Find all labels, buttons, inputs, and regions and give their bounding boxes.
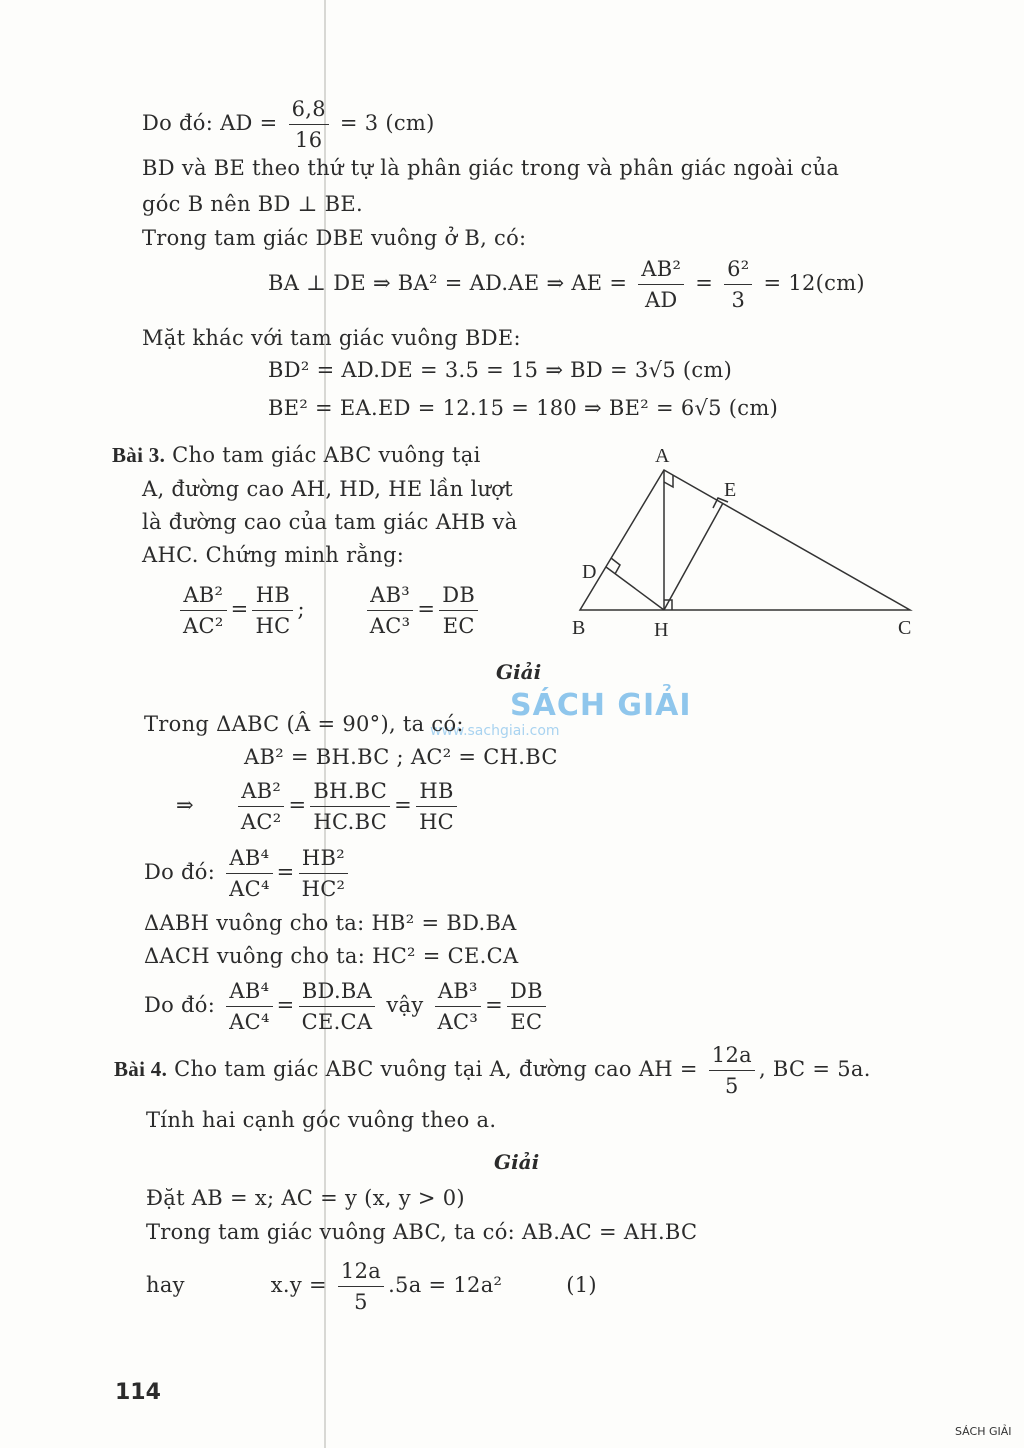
- watermark-url: www.sachgiai.com: [430, 723, 560, 739]
- text: Cho tam giác ABC vuông tại: [172, 443, 481, 467]
- denominator: 16: [295, 128, 323, 152]
- text: = 3 (cm): [339, 111, 435, 135]
- corner-logo: SÁCH GIẢI: [955, 1425, 1012, 1438]
- bai3-sol4: Do đó: $\frac{\text{AB⁴}}{\text{AC⁴}}$ = $\frac{\text{HB²}}{\text{HC²}}$: [144, 843, 352, 904]
- implies-arrow: ⇒: [176, 793, 194, 817]
- exercise-label: Bài 3.: [112, 443, 166, 467]
- bai4-sol3: [146, 1256, 597, 1317]
- giai-heading: Giải: [496, 660, 542, 684]
- numerator: AB⁴: [226, 843, 273, 874]
- fraction: [367, 580, 414, 641]
- denominator: AC³: [369, 614, 411, 638]
- bai3-sol7: Do đó: $\frac{\text{AB⁴}}{\text{AC⁴}}$ = $\frac{BD.BA}{CE.CA}$ vậy $\frac{\text{AB³}}{\text{AC³}}$ = $\frac{DB}{EC}$: [144, 976, 550, 1037]
- line-bd: BD² = AD.DE = 3.5 = 15 ⇒ BD = 3√5 (cm): [268, 358, 733, 382]
- text: Do đó:: [144, 993, 216, 1017]
- fraction: [299, 843, 349, 904]
- denominator: 5: [725, 1074, 739, 1098]
- numerator: HB²: [299, 843, 349, 874]
- text: =: [695, 271, 714, 295]
- denominator: HC²: [301, 877, 346, 901]
- bai3-line2: A, đường cao AH, HD, HE lần lượt: [142, 477, 513, 501]
- denominator: HC.BC: [313, 810, 388, 834]
- triangle-abc: [580, 470, 910, 610]
- fraction: [709, 1040, 755, 1101]
- bai3-line1: [112, 443, 481, 468]
- numerator: AB³: [367, 580, 414, 611]
- bai3-line3: là đường cao của tam giác AHB và: [142, 510, 518, 534]
- line-ae: [268, 254, 865, 315]
- denominator: AC²: [240, 810, 282, 834]
- label-h: H: [654, 619, 669, 641]
- text: Do đó: AD =: [142, 111, 278, 135]
- text: = 12(cm): [763, 271, 865, 295]
- bai4-sol2: Trong tam giác vuông ABC, ta có: AB.AC = AH.BC: [146, 1220, 698, 1244]
- line-tam-giac-dbe: Trong tam giác DBE vuông ở B, có:: [142, 226, 527, 250]
- bai3-sol3: ⇒ $\frac{\text{AB²}}{\text{AC²}}$ = $\frac{BH.BC}{HC.BC}$ = $\frac{HB}{HC}$: [176, 776, 461, 837]
- numerator: 6²: [724, 254, 752, 285]
- denominator: AD: [644, 288, 678, 312]
- numerator: AB²: [238, 776, 285, 807]
- fraction: [299, 976, 376, 1037]
- watermark-brand: SÁCH GIẢI: [510, 688, 692, 723]
- bai3-line4: AHC. Chứng minh rằng:: [142, 543, 405, 567]
- fraction: [226, 843, 273, 904]
- numerator: BH.BC: [310, 776, 390, 807]
- bai3-claims: $\frac{\text{AB²}}{\text{AC²}}$ = $\frac{HB}{HC}$ ; $\frac{\text{AB³}}{\text{AC³}}$ = $\frac{DB}{EC}$: [176, 580, 482, 641]
- numerator: AB⁴: [226, 976, 273, 1007]
- text: Do đó:: [144, 860, 216, 884]
- bai4-line1: [114, 1040, 871, 1101]
- text: vậy: [386, 993, 424, 1017]
- bai4-sol1: Đặt AB = x; AC = y (x, y > 0): [146, 1186, 465, 1210]
- bai4-line2: Tính hai cạnh góc vuông theo a.: [146, 1108, 497, 1132]
- fraction: [238, 776, 285, 837]
- fraction: [252, 580, 293, 641]
- line-mat-khac: Mặt khác với tam giác vuông BDE:: [142, 326, 521, 350]
- exercise-label: Bài 4.: [114, 1057, 168, 1081]
- numerator: BD.BA: [299, 976, 376, 1007]
- fraction: [338, 1256, 384, 1317]
- line-bd-be: BD và BE theo thứ tự là phân giác trong và phân giác ngoài của: [142, 156, 840, 180]
- denominator: 3: [731, 288, 746, 312]
- denominator: AC⁴: [229, 1010, 270, 1034]
- line-goc-b: góc B nên BD ⊥ BE.: [142, 192, 363, 216]
- fraction: [310, 776, 390, 837]
- denominator: AC³: [437, 1010, 479, 1034]
- denominator: AC²: [183, 614, 224, 638]
- denominator: HC: [255, 614, 291, 638]
- triangle-figure: [560, 440, 940, 650]
- fraction: [180, 580, 227, 641]
- fraction: [226, 976, 273, 1037]
- label-b: B: [572, 617, 586, 639]
- denominator: AC⁴: [229, 877, 270, 901]
- fraction: [638, 254, 684, 315]
- numerator: 12a: [709, 1040, 755, 1071]
- fraction: [289, 94, 329, 155]
- right-angle-a: [664, 475, 673, 487]
- altitude-he: [664, 503, 723, 610]
- line-be: BE² = EA.ED = 12.15 = 180 ⇒ BE² = 6√5 (cm): [268, 396, 779, 420]
- page-number: 114: [115, 1380, 161, 1405]
- fraction: [439, 580, 478, 641]
- numerator: HB: [252, 580, 293, 611]
- label-d: D: [582, 561, 597, 583]
- denominator: EC: [442, 614, 475, 638]
- fraction: [416, 776, 457, 837]
- numerator: 6,8: [289, 94, 329, 125]
- denominator: 5: [354, 1290, 368, 1314]
- label-c: C: [898, 617, 912, 639]
- bai3-sol6: ΔACH vuông cho ta: HC² = CE.CA: [144, 944, 519, 968]
- label-e: E: [724, 479, 737, 501]
- bai3-sol1: Trong ΔABC (Â = 90°), ta có:: [144, 712, 464, 736]
- giai-heading: Giải: [494, 1150, 540, 1174]
- text: .5a = 12a²: [388, 1273, 503, 1297]
- numerator: DB: [507, 976, 546, 1007]
- fraction: [435, 976, 482, 1037]
- numerator: AB³: [435, 976, 482, 1007]
- numerator: DB: [439, 580, 478, 611]
- denominator: HC: [419, 810, 455, 834]
- bai3-sol5: ΔABH vuông cho ta: HB² = BD.BA: [144, 911, 517, 935]
- text: x.y =: [270, 1273, 327, 1297]
- text: , BC = 5a.: [758, 1057, 871, 1081]
- numerator: AB²: [638, 254, 684, 285]
- label-a: A: [655, 445, 670, 467]
- numerator: 12a: [338, 1256, 384, 1287]
- numerator: AB²: [180, 580, 227, 611]
- text: BA ⊥ DE ⇒ BA² = AD.AE ⇒ AE =: [268, 271, 628, 295]
- equation-tag: (1): [566, 1273, 597, 1297]
- text: hay: [146, 1273, 185, 1297]
- bai3-sol2: AB² = BH.BC ; AC² = CH.BC: [244, 745, 558, 769]
- text: Cho tam giác ABC vuông tại A, đường cao AH =: [174, 1057, 698, 1081]
- numerator: HB: [416, 776, 457, 807]
- denominator: CE.CA: [301, 1010, 373, 1034]
- denominator: EC: [510, 1010, 543, 1034]
- watermark: [430, 688, 692, 739]
- line-ad: [142, 94, 435, 155]
- fraction: [507, 976, 546, 1037]
- fraction: [724, 254, 752, 315]
